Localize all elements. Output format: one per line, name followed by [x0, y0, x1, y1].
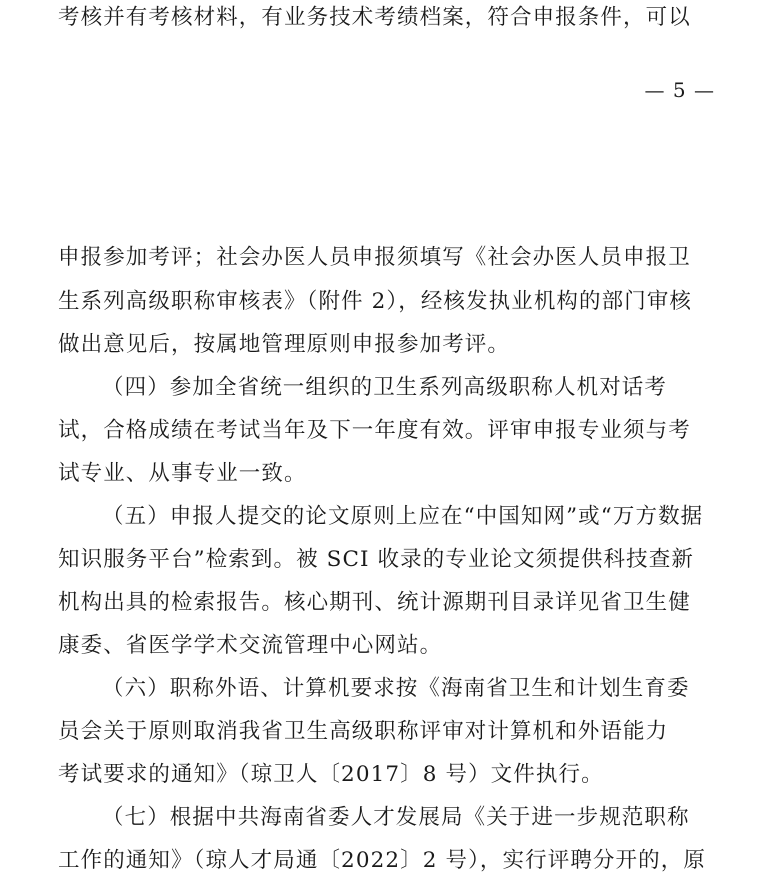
paragraph-line: 试专业、从事专业一致。: [58, 461, 307, 486]
paragraph-line: 工作的通知》（琼人才局通〔2022〕2 号），实行评聘分开的，原: [58, 848, 706, 873]
paragraph-line: 申报参加考评；社会办医人员申报须填写《社会办医人员申报卫: [58, 245, 691, 270]
paragraph-line-section-7: （七）根据中共海南省委人才发展局《关于进一步规范职称: [102, 805, 690, 830]
paragraph-line-section-4: （四）参加全省统一组织的卫生系列高级职称人机对话考: [102, 375, 668, 400]
paragraph-line-section-6: （六）职称外语、计算机要求按《海南省卫生和计划生育委: [102, 676, 690, 701]
top-text-fragment: 考核并有考核材料，有业务技术考绩档案，符合申报条件，可以: [58, 5, 691, 30]
paragraph-line-section-5: （五）申报人提交的论文原则上应在“中国知网”或“万方数据: [102, 504, 704, 529]
paragraph-line: 知识服务平台”检索到。被 SCI 收录的专业论文须提供科技查新: [58, 547, 694, 572]
paragraph-line: 试，合格成绩在考试当年及下一年度有效。评审申报专业须与考: [58, 418, 691, 443]
paragraph-line: 康委、省医学学术交流管理中心网站。: [58, 633, 443, 658]
paragraph-line: 考试要求的通知》（琼卫人〔2017〕8 号）文件执行。: [58, 762, 604, 787]
paragraph-line: 机构出具的检索报告。核心期刊、统计源期刊目录详见省卫生健: [58, 590, 691, 615]
paragraph-line: 做出意见后，按属地管理原则申报参加考评。: [58, 332, 511, 357]
paragraph-line: 员会关于原则取消我省卫生高级职称评审对计算机和外语能力: [58, 719, 669, 744]
paragraph-line: 生系列高级职称审核表》（附件 2），经核发执业机构的部门审核: [58, 289, 693, 314]
page-number: — 5 —: [644, 78, 715, 102]
